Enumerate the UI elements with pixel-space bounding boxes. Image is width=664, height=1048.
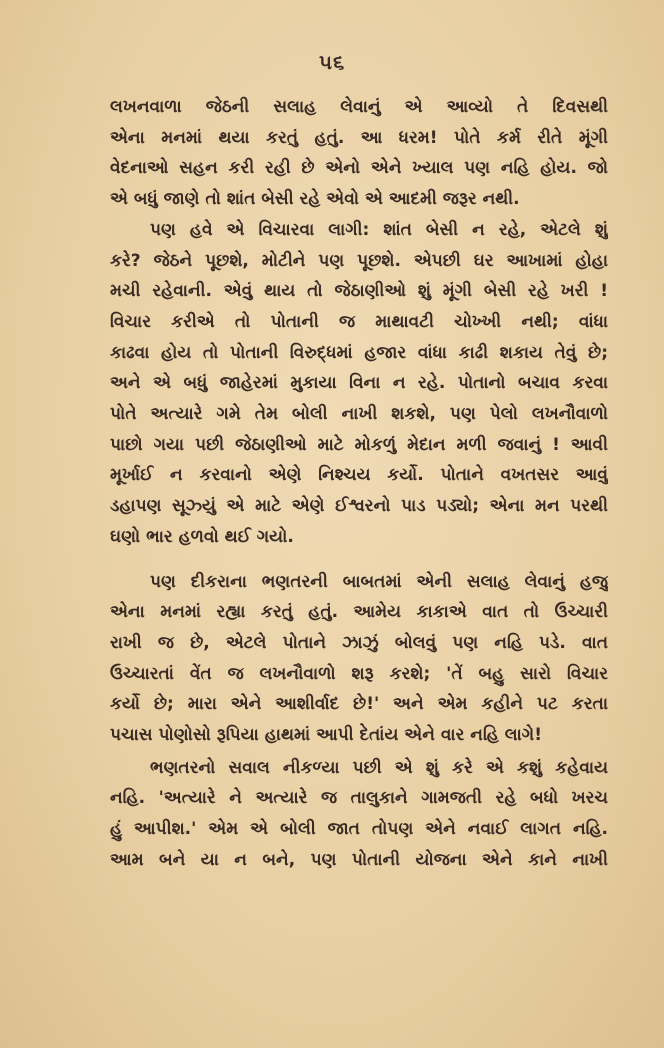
text-line: રાખી જ છે, એટલે પોતાને ઝાઝું બોલવું પણ નહિ પડે. વાત bbox=[110, 632, 608, 653]
text-line: નહિ. 'અત્યારે ને અત્યારે જ તાલુકાને ગામજતી રહે બધો ખરચ bbox=[110, 788, 608, 809]
text-line: અને એ બધું જાહેરમાં મુકાયા વિના ન રહે. પોતાનો બચાવ કરવા bbox=[110, 373, 608, 394]
text-line: મચી રહેવાની. એવું થાય તો જેઠાણીઓ શું મૂંગી બેસી રહે ખરી ! bbox=[110, 281, 608, 302]
text-line: પચાસ પોણોસો રૂપિયા હાથમાં આપી દેતાંય એને વાર નહિ લાગે! bbox=[110, 725, 542, 746]
text-line: પાછો ગયા પછી જેઠાણીઓ માટે મોકળું મેદાન મળી જવાનું ! આવી bbox=[110, 434, 608, 455]
text-line: એના મનમાં રહ્યા કરતું હતું. આમેય કાકાએ વાત તો ઉચ્ચારી bbox=[110, 602, 608, 623]
text-line: હું આપીશ.' એમ એ બોલી જાત તોપણ એને નવાઈ લાગત નહિ. bbox=[110, 819, 608, 840]
text-line: વેદનાઓ સહન કરી રહી છે એનો એને ખ્યાલ પણ નહિ હોય. જો bbox=[110, 158, 608, 179]
text-line: ઉચ્ચારતાં વેંત જ લખનૌવાળો શરૂ કરશે; 'તેં બહુ સારો વિચાર bbox=[110, 663, 608, 684]
text-line: કાઢવા હોય તો પોતાની વિરુદ્ધમાં હજાર વાંધા કાઢી શકાય તેવું છે; bbox=[110, 342, 608, 363]
paragraph-1 bbox=[110, 92, 608, 215]
text-line: ડહાપણ સૂઝ્યું એ માટે એણે ઈશ્વરનો પાડ પડ્યો; એના મન પરથી bbox=[110, 496, 608, 517]
text-line: વિચાર કરીએ તો પોતાની જ માથાવટી ચોખ્ખી નથી; વાંધા bbox=[110, 311, 608, 332]
paragraph-3 bbox=[110, 567, 608, 751]
text-line: એના મનમાં થયા કરતું હતું. આ ધરમ! પોતે કર્મ રીતે મૂંગી bbox=[110, 127, 608, 148]
text-line: કર્યો છે; મારા એને આશીર્વાદ છે!' અને એમ કહીને પટ કરતા bbox=[110, 694, 608, 715]
text-line: કરે? જેઠને પૂછશે, મોટીને પણ પૂછશે. એપછી ઘર આખામાં હોહા bbox=[110, 250, 608, 271]
text-line: પોતે અત્યારે ગમે તેમ બોલી નાખી શકશે, પણ પેલો લખનૌવાળો bbox=[110, 404, 608, 425]
text-line: એ બધું જાણે તો શાંત બેસી રહે એવો એ આદમી જરૂર નથી. bbox=[110, 189, 520, 210]
text-line: ભણતરનો સવાલ નીકળ્યા પછી એ શું કરે એ કશું કહેવાય bbox=[150, 757, 608, 778]
text-body bbox=[110, 92, 608, 876]
paragraph-4 bbox=[110, 753, 608, 876]
text-line: મૂર્ખાઈ ન કરવાનો એણે નિશ્ચય કર્યો. પોતાને વખતસર આવું bbox=[110, 465, 608, 486]
paragraph-2 bbox=[110, 215, 608, 553]
text-line: પણ દીકરાના ભણતરની બાબતમાં એની સલાહ લેવાનું હજુ bbox=[150, 571, 608, 592]
text-line: ઘણો ભાર હળવો થઈ ગયો. bbox=[110, 526, 294, 547]
text-line: લખનવાળા જેઠની સલાહ લેવાનું એ આવ્યો તે દિવસથી bbox=[110, 97, 608, 117]
text-line: આમ બને યા ન બને, પણ પોતાની યોજના એને કાને નાખી bbox=[110, 849, 608, 870]
page-number: ૫૬ bbox=[318, 50, 346, 74]
text-line: પણ હવે એ વિચારવા લાગી: શાંત બેસી ન રહે, એટલે શું bbox=[150, 219, 608, 240]
